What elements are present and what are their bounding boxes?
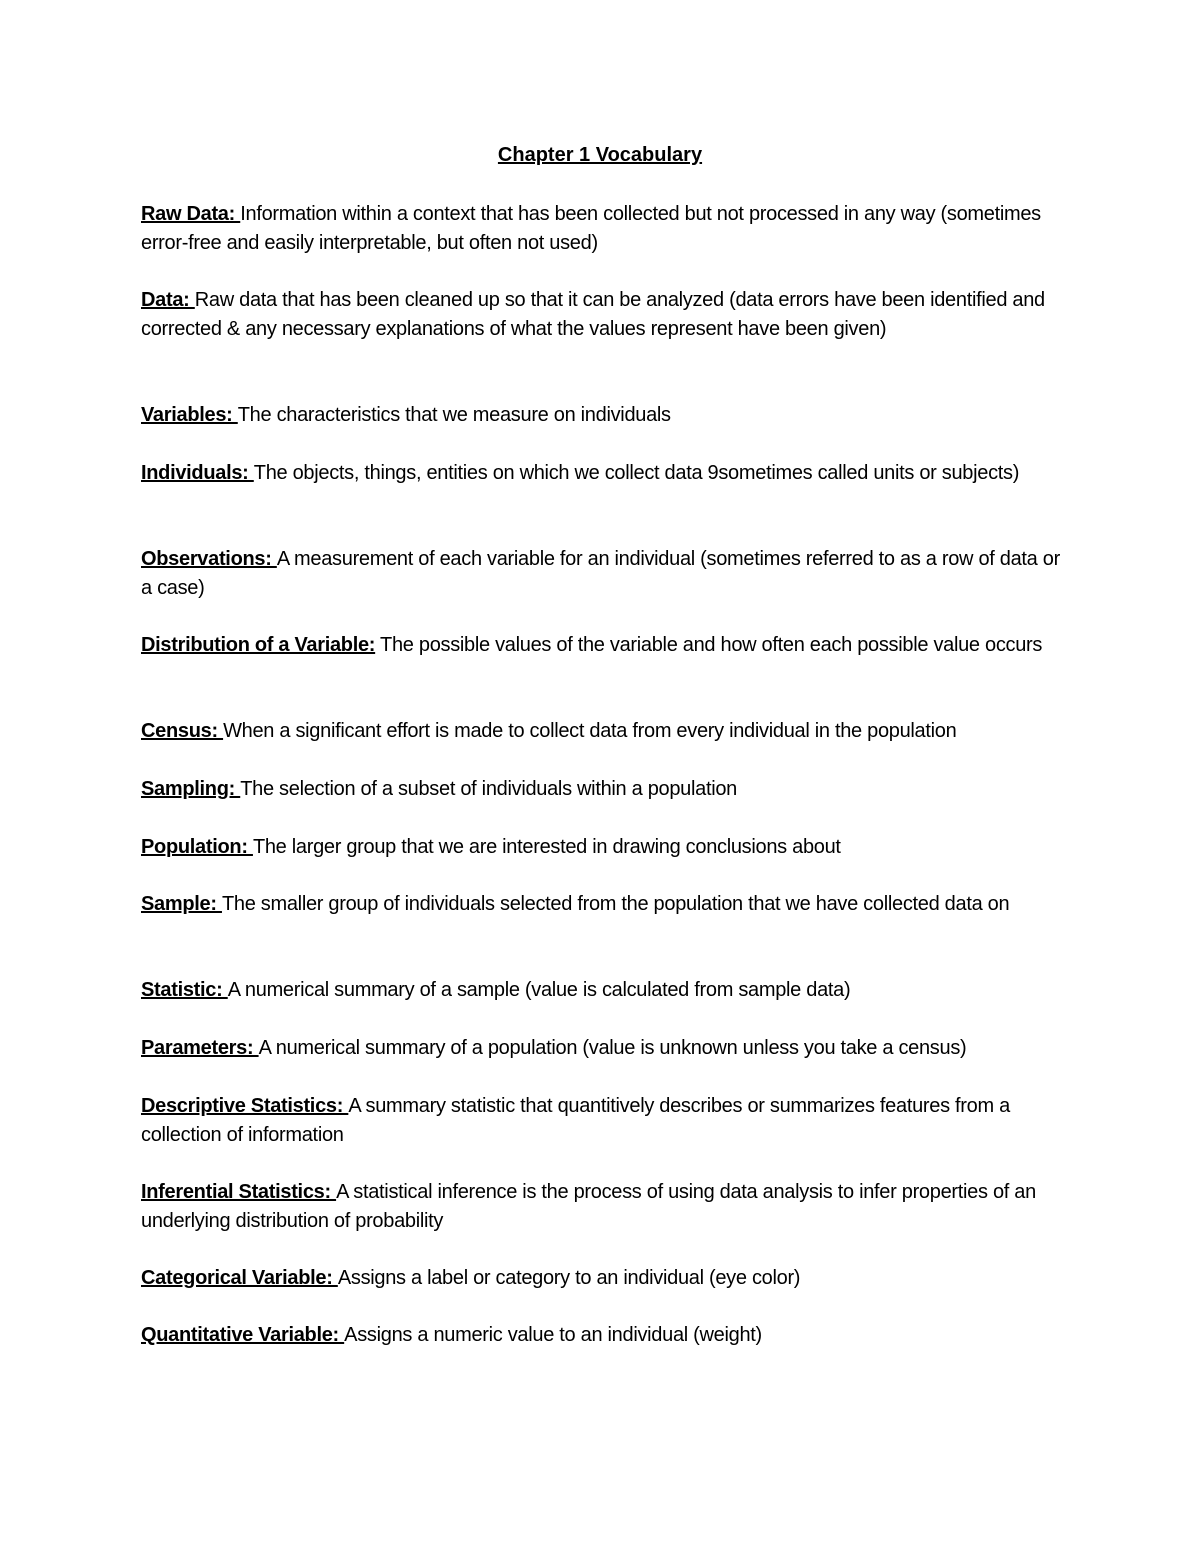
vocab-entry-census [141, 717, 1061, 746]
vocab-definition: Assigns a numeric value to an individual (weight) [344, 1324, 762, 1346]
vocab-definition: When a significant effort is made to collect data from every individual in the population [223, 720, 957, 742]
vocab-term: Variables: [141, 404, 238, 426]
vocab-term: Categorical Variable: [141, 1267, 338, 1289]
vocab-entry-statistic [141, 976, 1061, 1005]
vocab-entry-parameters [141, 1034, 1061, 1063]
vocab-entry-population [141, 833, 1061, 862]
vocab-entry-categorical-variable [141, 1264, 1061, 1293]
vocab-entry-distribution [141, 631, 1061, 660]
vocab-term: Observations: [141, 548, 277, 570]
vocab-definition: Assigns a label or category to an individual (eye color) [337, 1267, 801, 1289]
vocab-definition: A statistical inference is the process of using data analysis to infer properties of an underlying distribution of probability [141, 1181, 1036, 1232]
vocab-definition: The larger group that we are interested in drawing conclusions about [252, 836, 841, 858]
vocab-entry-individuals [141, 459, 1061, 488]
vocab-term: Sample: [141, 893, 222, 915]
vocab-definition: The possible values of the variable and how often each possible value occurs [375, 634, 1043, 656]
document-title [0, 141, 1200, 169]
vocab-term: Statistic: [141, 979, 228, 1001]
vocab-entry-sampling [141, 775, 1061, 804]
vocab-term: Quantitative Variable: [141, 1324, 345, 1346]
vocab-term: Distribution of a Variable: [141, 634, 376, 656]
vocab-definition: A measurement of each variable for an individual (sometimes referred to as a row of data or a case) [141, 548, 1060, 599]
vocab-entry-raw-data [141, 200, 1061, 258]
vocab-term: Parameters: [141, 1037, 259, 1059]
vocab-definition: The selection of a subset of individuals within a population [240, 778, 738, 800]
vocab-definition: A numerical summary of a population (value is unknown unless you take a census) [258, 1037, 967, 1059]
vocab-entry-observations [141, 545, 1061, 603]
vocab-definition: Raw data that has been cleaned up so that it can be analyzed (data errors have been identified and corrected & any necessary explanations of what the values represent have been given) [141, 289, 1045, 340]
vocab-term: Population: [141, 836, 253, 858]
vocab-definition: The characteristics that we measure on individuals [237, 404, 671, 426]
vocab-entry-inferential-statistics [141, 1178, 1061, 1236]
vocab-term: Descriptive Statistics: [141, 1095, 349, 1117]
vocab-term: Inferential Statistics: [141, 1181, 337, 1203]
document-title-text: Chapter 1 Vocabulary [497, 144, 703, 166]
vocab-entry-sample [141, 890, 1061, 919]
vocab-entry-data [141, 286, 1061, 344]
vocab-entry-variables [141, 401, 1061, 430]
vocab-term: Data: [141, 289, 195, 311]
vocab-term: Sampling: [141, 778, 241, 800]
vocab-definition: A summary statistic that quantitively describes or summarizes features from a collection of information [141, 1095, 1010, 1146]
vocab-term: Individuals: [141, 462, 254, 484]
vocab-definition: The smaller group of individuals selected from the population that we have collected data on [221, 893, 1010, 915]
vocab-term: Raw Data: [141, 203, 241, 225]
vocab-term: Census: [141, 720, 224, 742]
vocab-entry-descriptive-statistics [141, 1092, 1061, 1150]
vocab-definition: The objects, things, entities on which we collect data 9sometimes called units or subjects) [253, 462, 1020, 484]
vocab-definition: Information within a context that has been collected but not processed in any way (sometimes error-free and easily interpretable, but often not used) [141, 203, 1041, 254]
vocab-definition: A numerical summary of a sample (value is calculated from sample data) [227, 979, 851, 1001]
vocab-entry-quantitative-variable [141, 1321, 1061, 1350]
